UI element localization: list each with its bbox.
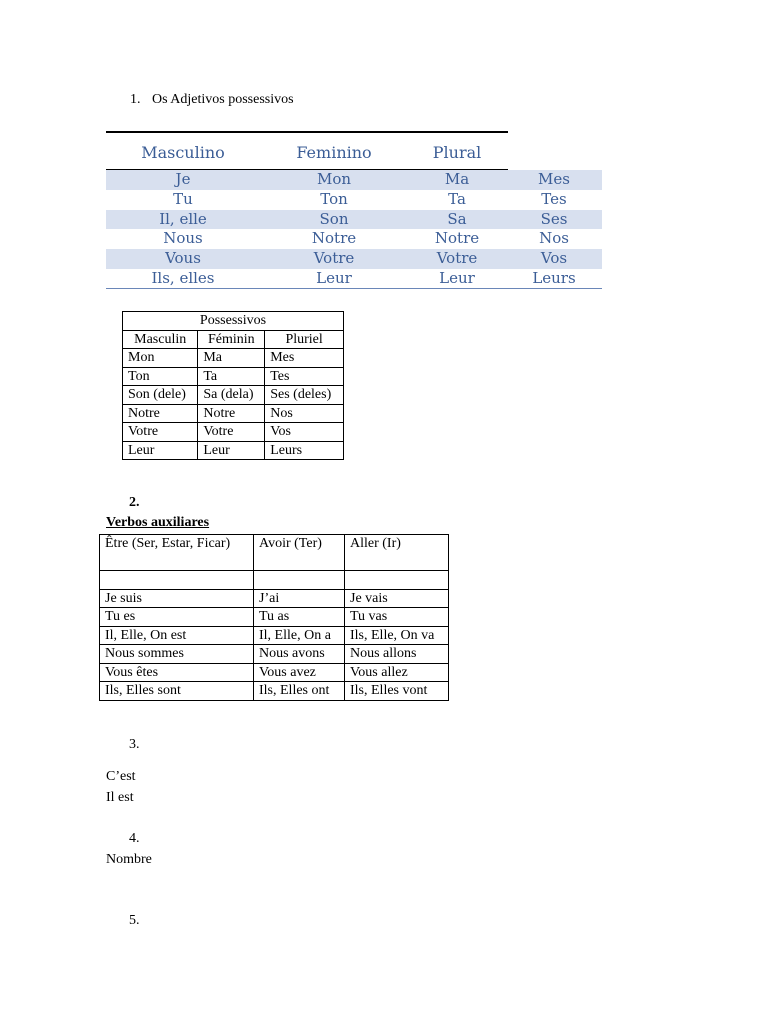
table-cell: Ton — [320, 189, 348, 208]
table-cell: Tu es — [100, 608, 254, 627]
table-cell: Tes — [541, 189, 567, 208]
table-cell-empty — [100, 571, 254, 590]
header-masculin: Masculin — [123, 330, 198, 349]
section-4-number: 4. — [129, 831, 140, 846]
table-cell: Votre — [198, 423, 265, 442]
table-row — [100, 663, 449, 682]
table-cell: Sa — [447, 209, 467, 228]
table-cell: Ses (deles) — [265, 386, 344, 405]
table-cell: Leurs — [265, 441, 344, 460]
table-bottom-rule — [106, 288, 602, 289]
table-row — [106, 170, 602, 190]
table-cell: Ton — [123, 367, 198, 386]
section-5-number: 5. — [129, 913, 140, 928]
table-cell: Il, Elle, On a — [254, 626, 345, 645]
table-cell: Nous allons — [345, 645, 449, 664]
table-row — [100, 682, 449, 701]
table-cell: Votre — [123, 423, 198, 442]
table-cell: Votre — [313, 249, 355, 268]
table-cell: Sa (dela) — [198, 386, 265, 405]
table-cell: Ta — [198, 367, 265, 386]
table-cell: Votre — [436, 249, 478, 268]
section-3-number: 3. — [129, 737, 140, 752]
header-etre: Être (Ser, Estar, Ficar) — [100, 535, 254, 571]
table-cell: Nos — [539, 229, 569, 248]
table-row — [100, 645, 449, 664]
table-cell: Ils, Elles sont — [100, 682, 254, 701]
header-avoir: Avoir (Ter) — [254, 535, 345, 571]
table-cell: Son — [319, 209, 349, 228]
table-row — [123, 404, 344, 423]
table-row — [100, 626, 449, 645]
table-cell: Mes — [265, 349, 344, 368]
table-cell: Vous allez — [345, 663, 449, 682]
table-row — [123, 367, 344, 386]
table-cell: Je — [175, 170, 191, 188]
table-cell-empty — [345, 571, 449, 590]
section-2-title: Verbos auxiliares — [106, 515, 210, 530]
table-row — [123, 423, 344, 442]
section-2-number: 2. — [129, 495, 140, 510]
table-cell: Ils, elles — [151, 268, 215, 287]
header-plural: Plural — [432, 143, 482, 162]
table-cell: Nos — [265, 404, 344, 423]
table-cell: Nous — [163, 229, 203, 248]
table-cell: Notre — [123, 404, 198, 423]
possessivos-table — [122, 311, 344, 460]
table-cell: Leur — [123, 441, 198, 460]
table-cell: Ils, Elle, On va — [345, 626, 449, 645]
section-3-line-cest: C’est — [106, 769, 136, 784]
table-cell: Notre — [198, 404, 265, 423]
table-cell: Tu as — [254, 608, 345, 627]
table-row — [123, 441, 344, 460]
table-cell: Ta — [448, 189, 466, 208]
table-cell: Leurs — [532, 268, 576, 287]
section-1-heading — [130, 92, 294, 108]
table-row — [106, 269, 602, 289]
table-header-row — [123, 330, 344, 349]
table-empty-row — [100, 571, 449, 590]
header-feminino: Feminino — [296, 143, 372, 162]
table-cell: Vous — [165, 249, 201, 268]
table-cell: Vos — [540, 249, 568, 268]
table-cell: Leur — [439, 268, 475, 287]
table-cell: Son (dele) — [123, 386, 198, 405]
table-row — [106, 210, 602, 230]
table-cell: Leur — [198, 441, 265, 460]
table-header-row — [100, 535, 449, 571]
table-cell: Nous avons — [254, 645, 345, 664]
table-cell: Je vais — [345, 589, 449, 608]
table-cell: Tes — [265, 367, 344, 386]
table-row — [100, 608, 449, 627]
table-cell: Mes — [538, 170, 570, 188]
table-cell: Ma — [198, 349, 265, 368]
table-cell: Ils, Elles ont — [254, 682, 345, 701]
header-masculino: Masculino — [141, 143, 225, 162]
table-cell: Notre — [311, 229, 357, 248]
header-pluriel: Pluriel — [265, 330, 344, 349]
table-cell: Ils, Elles vont — [345, 682, 449, 701]
table-body — [106, 170, 602, 289]
section-3-line-ilest: Il est — [106, 790, 134, 805]
table-row — [123, 349, 344, 368]
table-cell: Vos — [265, 423, 344, 442]
table-cell: Ses — [540, 209, 568, 228]
table-cell: Vous êtes — [100, 663, 254, 682]
header-aller: Aller (Ir) — [345, 535, 449, 571]
table-cell: Mon — [316, 170, 352, 188]
section-1-number: 1. — [130, 92, 141, 107]
table-cell: Tu vas — [345, 608, 449, 627]
table-row — [106, 229, 602, 249]
table-row — [106, 190, 602, 210]
table-cell-empty — [254, 571, 345, 590]
table-cell: Je suis — [100, 589, 254, 608]
table-title: Possessivos — [123, 312, 344, 331]
table-cell: Vous avez — [254, 663, 345, 682]
table-title-row — [123, 312, 344, 331]
table-row — [100, 589, 449, 608]
table-cell: Tu — [173, 189, 193, 208]
header-feminin: Féminin — [198, 330, 265, 349]
table-cell: Il, Elle, On est — [100, 626, 254, 645]
table-header-row — [106, 133, 508, 170]
table-row — [106, 249, 602, 269]
table-row — [123, 386, 344, 405]
section-1-title: Os Adjetivos possessivos — [152, 92, 294, 107]
table-cell: J’ai — [254, 589, 345, 608]
auxiliary-verbs-table — [99, 534, 449, 701]
section-4-line-nombre: Nombre — [106, 852, 152, 867]
table-cell: Nous sommes — [100, 645, 254, 664]
table-cell: Il, elle — [159, 209, 207, 228]
table-cell: Ma — [444, 170, 470, 188]
table-cell: Mon — [123, 349, 198, 368]
table-cell: Notre — [434, 229, 480, 248]
table-cell: Leur — [316, 268, 352, 287]
